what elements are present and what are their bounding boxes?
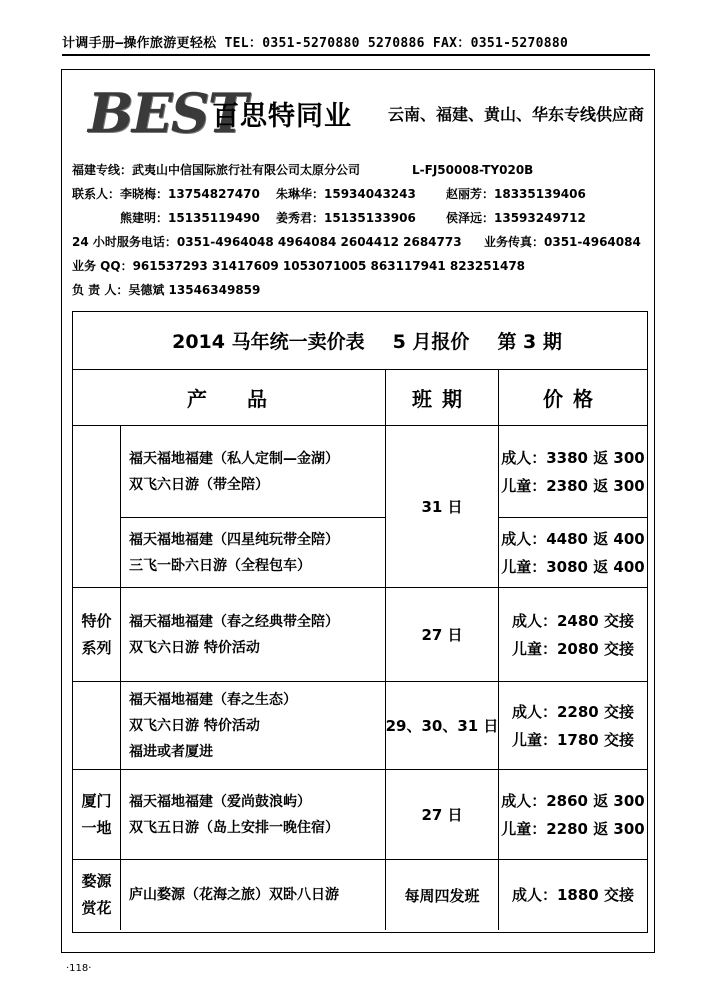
manager: 负 责 人：吴德斌 13546349859 [72,283,261,297]
info-row-service [72,230,652,254]
category-empty [73,682,121,770]
contact-item: 赵丽芳：18335139406 [446,187,586,201]
service-phone: 24 小时服务电话：0351-4964048 4964084 2604412 2684773 [72,235,462,249]
date-cell: 每周四发班 [386,860,499,930]
price-cell: 成人：2860 返 300 儿童：2280 返 300 [499,770,647,860]
info-row-contacts-1 [72,182,652,206]
contact-item: 熊建明：15135119490 [120,211,260,225]
price-table [72,311,648,933]
date-cell: 31 日 [386,426,499,588]
product-cell: 庐山婺源（花海之旅）双卧八日游 [121,860,386,930]
header-contact-line: 计调手册—操作旅游更轻松 TEL：0351-5270880 5270886 FAX：0351-5270880 [62,34,650,56]
best-logo: BEST [88,81,246,145]
product-cell: 福天福地福建（四星纯玩带全陪） 三飞一卧六日游（全程包车） [121,518,386,588]
category-xiamen: 厦门 一地 [73,770,121,860]
contact-label: 联系人： [72,187,121,201]
header-product: 产品 [73,370,386,426]
page-number: ·118· [66,963,92,974]
price-cell: 成人：4480 返 400 儿童：3080 返 400 [499,518,647,588]
product-cell: 福天福地福建（春之经典带全陪） 双飞六日游 特价活动 [121,588,386,682]
product-cell: 福天福地福建（私人定制—金湖） 双飞六日游（带全陪） [121,426,386,518]
info-row-contacts-2 [72,206,652,230]
contact-info [72,158,652,302]
info-row-manager [72,278,652,302]
title-price-month: 5 月报价 [392,331,470,353]
info-row-agency [72,158,652,182]
date-cell: 27 日 [386,770,499,860]
title-year: 2014 马年统一卖价表 [172,331,365,353]
price-cell: 成人：3380 返 300 儿童：2380 返 300 [499,426,647,518]
date-cell: 27 日 [386,588,499,682]
contact-item: 李晓梅：13754827470 [120,187,260,201]
company-slogan: 云南、福建、黄山、华东专线供应商 [388,105,645,124]
company-name: 百思特同业 [212,101,352,132]
date-cell: 29、30、31 日 [386,682,499,770]
contact-item: 侯泽远：13593249712 [446,211,586,225]
header-date: 班期 [386,370,499,426]
contact-item: 朱琳华：15934043243 [276,187,416,201]
price-cell: 成人：2480 交接 儿童：2080 交接 [499,588,647,682]
business-qq: 业务 QQ：961537293 31417609 1053071005 863117941 823251478 [72,259,526,273]
category-empty [73,426,121,588]
info-row-qq [72,254,652,278]
category-wuyuan: 婺源 赏花 [73,860,121,930]
product-cell: 福天福地福建（春之生态） 双飞六日游 特价活动 福进或者厦进 [121,682,386,770]
title-issue: 第 3 期 [497,331,562,353]
price-cell: 成人：1880 交接 [512,886,634,904]
product-cell: 福天福地福建（爱尚鼓浪屿） 双飞五日游（岛上安排一晚住宿） [121,770,386,860]
table-title [73,312,647,370]
contact-item: 姜秀君：15135133906 [276,211,416,225]
agency-name: 福建专线：武夷山中信国际旅行社有限公司太原分公司 [72,163,361,177]
header-price: 价格 [499,370,647,426]
price-cell: 成人：2280 交接 儿童：1780 交接 [499,682,647,770]
category-special: 特价 系列 [73,588,121,682]
license-number: L-FJ50008-TY020B [412,163,534,177]
fax-number: 业务传真：0351-4964084 [484,235,641,249]
